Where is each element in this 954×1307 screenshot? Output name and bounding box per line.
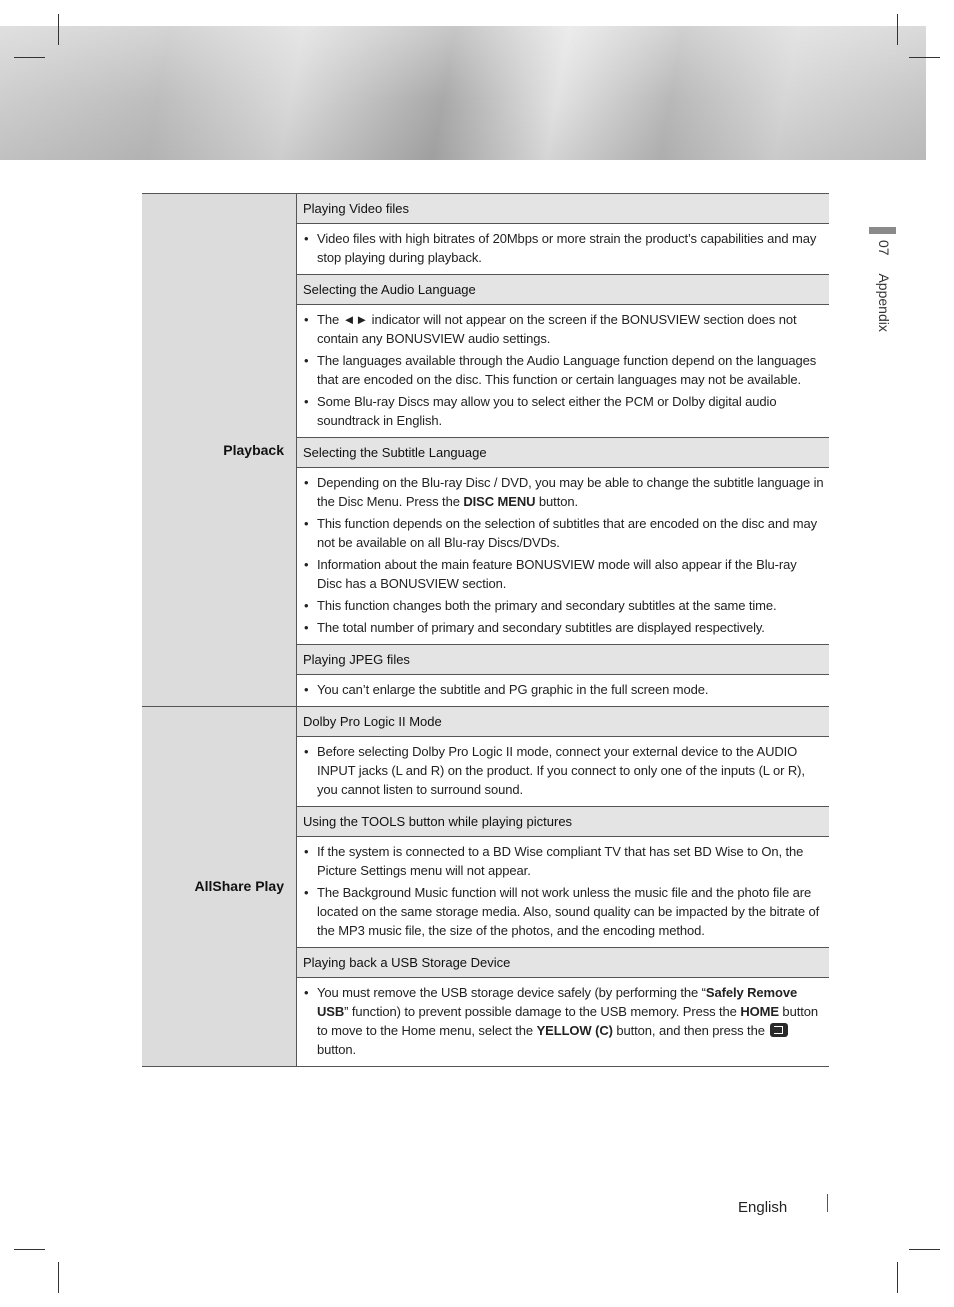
text-run: button, and then press the <box>612 1023 769 1038</box>
crop-mark <box>58 1262 59 1293</box>
subheading: Dolby Pro Logic II Mode <box>297 707 830 737</box>
note-bullet: • The total number of primary and secondary subtitles are displayed respectively. <box>303 618 825 637</box>
text-run: ” function) to prevent possible damage to the USB memory. Press the <box>344 1004 741 1019</box>
note-cell <box>297 737 830 807</box>
text-run: Depending on the Blu-ray Disc / DVD, you may be able to change the subtitle language in the Disc Menu. Press the <box>317 475 824 509</box>
note-bullet: • Video files with high bitrates of 20Mbps or more strain the product’s capabilities and may stop playing during playback. <box>303 229 825 267</box>
note-bullet: • The ◄► indicator will not appear on the screen if the BONUSVIEW section does not contain any BONUSVIEW audio settings. <box>303 310 825 348</box>
note-bullet: • Before selecting Dolby Pro Logic II mode, connect your external device to the AUDIO INPUT jacks (L and R) on the product. If you connect to only one of the inputs (L or R), you cannot listen to surround sound. <box>303 742 825 799</box>
text-run: button. <box>317 1042 357 1057</box>
subheading: Using the TOOLS button while playing pictures <box>297 807 830 837</box>
note-bullet: • This function depends on the selection of subtitles that are encoded on the disc and may not be available on all Blu-ray Discs/DVDs. <box>303 514 825 552</box>
category-playback: Playback <box>142 194 297 707</box>
note-bullet: • Some Blu-ray Discs may allow you to select either the PCM or Dolby digital audio soundtrack in English. <box>303 392 825 430</box>
crop-mark <box>909 1249 940 1250</box>
note-bullet: • The Background Music function will not work unless the music file and the photo file are located on the same storage media. Also, sound quality can be impacted by the bitrate of the MP3 music file, the size of the photos, and the encoding method. <box>303 883 825 940</box>
function-name: Safely Remove USB <box>317 985 798 1019</box>
crop-mark <box>14 1249 45 1250</box>
subheading: Playing JPEG files <box>297 645 830 675</box>
crop-mark <box>909 57 940 58</box>
chapter-number: 07 <box>876 240 892 256</box>
category-allshare-play: AllShare Play <box>142 707 297 1067</box>
note-cell <box>297 837 830 948</box>
note-bullet <box>303 473 825 511</box>
crop-mark <box>897 14 898 45</box>
chapter-tab <box>872 240 892 350</box>
note-cell <box>297 468 830 645</box>
note-cell <box>297 224 830 275</box>
header-sheen <box>0 26 926 160</box>
note-bullet: • This function changes both the primary and secondary subtitles at the same time. <box>303 596 825 615</box>
note-cell <box>297 675 830 707</box>
subheading: Selecting the Audio Language <box>297 275 830 305</box>
note-bullet: • The languages available through the Audio Language function depend on the languages that are encoded on the disc. This function or certain languages may not be available. <box>303 351 825 389</box>
subheading: Playing Video files <box>297 194 830 224</box>
troubleshooting-table <box>142 193 829 1067</box>
note-bullet: • If the system is connected to a BD Wise compliant TV that has set BD Wise to On, the Picture Settings menu will not appear. <box>303 842 825 880</box>
header-band <box>0 26 926 160</box>
text-run: button. <box>535 494 578 509</box>
crop-mark <box>897 1262 898 1293</box>
button-name: YELLOW (C) <box>536 1023 613 1038</box>
note-cell <box>297 305 830 438</box>
note-cell <box>297 978 830 1067</box>
button-name: HOME <box>740 1004 779 1019</box>
chapter-tab-bar <box>869 227 896 234</box>
button-name: DISC MENU <box>463 494 536 509</box>
crop-mark <box>58 14 59 45</box>
note-bullet <box>303 983 825 1059</box>
footer-divider <box>827 1194 828 1212</box>
subheading: Playing back a USB Storage Device <box>297 948 830 978</box>
enter-button-icon <box>770 1023 788 1037</box>
note-bullet: • Information about the main feature BONUSVIEW mode will also appear if the Blu-ray Disc has a BONUSVIEW section. <box>303 555 825 593</box>
footer-language: English <box>738 1199 788 1216</box>
chapter-label: Appendix <box>876 273 892 332</box>
text-run: You must remove the USB storage device safely (by performing the “ <box>317 985 706 1000</box>
crop-mark <box>14 57 45 58</box>
note-bullet: • You can’t enlarge the subtitle and PG graphic in the full screen mode. <box>303 680 825 699</box>
subheading: Selecting the Subtitle Language <box>297 438 830 468</box>
text-run: button to move to the Home menu, select the <box>317 1004 818 1038</box>
